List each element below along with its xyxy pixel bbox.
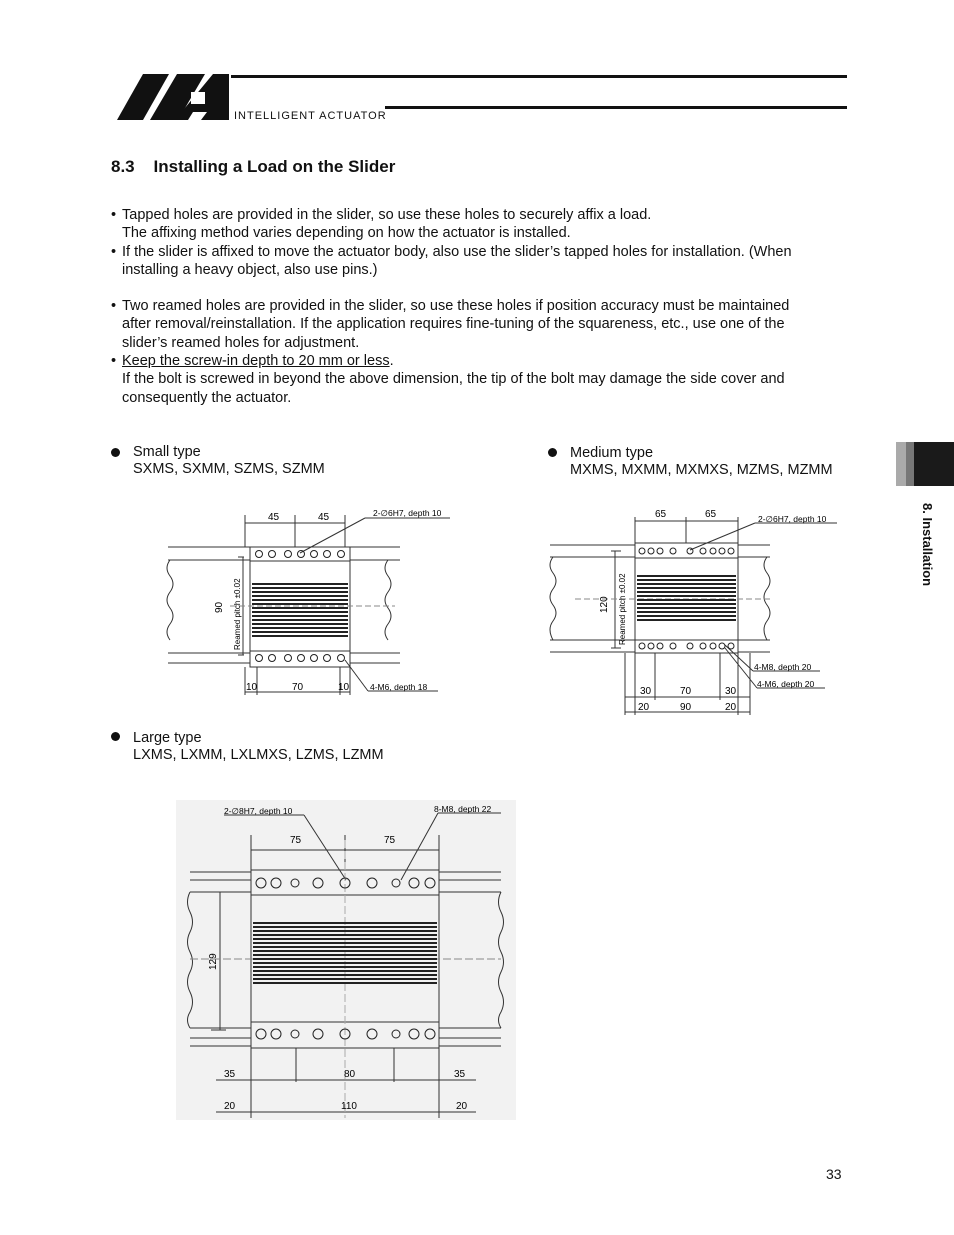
dim-label: 45	[268, 512, 280, 523]
logo-text: INTELLIGENT ACTUATOR	[234, 110, 387, 122]
dim-label: 10	[246, 682, 258, 693]
medium-type-drawing	[545, 505, 845, 717]
dim-label: 20	[224, 1101, 236, 1112]
screw-depth-warning: Keep the screw-in depth to 20 mm or less	[122, 353, 390, 370]
bullet-text: after removal/reinstallation. If the application requires fine-tuning of the squareness, etc., use one of the	[122, 316, 785, 333]
bullet-icon: •	[111, 243, 117, 260]
bullet-dot-icon	[548, 448, 557, 457]
dim-label: 75	[384, 835, 396, 846]
small-type-drawing	[160, 505, 460, 700]
dim-label: 120	[599, 596, 610, 613]
bullet-text: Two reamed holes are provided in the slider, so use these holes if position accuracy must be maintained	[122, 298, 790, 315]
dim-label: 75	[290, 835, 302, 846]
chapter-tab	[896, 442, 954, 486]
tapped-hole-callout: 8-M8, depth 22	[434, 804, 492, 814]
bullet-dot-icon	[111, 448, 120, 457]
dim-label: 65	[655, 509, 667, 520]
bullet-text: consequently the actuator.	[122, 389, 292, 406]
dim-label: 20	[456, 1101, 468, 1112]
page-number: 33	[826, 1166, 842, 1182]
dim-label: 129	[208, 953, 219, 970]
dim-label: 110	[341, 1101, 357, 1112]
bullet-icon: •	[111, 353, 117, 370]
logo	[115, 72, 850, 124]
dim-label: 35	[224, 1069, 236, 1080]
dim-label: 20	[725, 702, 737, 713]
bullet-text: installing a heavy object, also use pins.)	[122, 261, 378, 278]
dim-label: 30	[725, 686, 737, 697]
dim-label: 30	[640, 686, 652, 697]
medium-type-caption: Medium type MXMS, MXMM, MXMXS, MZMS, MZMM	[570, 445, 833, 478]
reamed-hole-callout: 2-∅6H7, depth 10	[758, 514, 827, 524]
dim-label: 65	[705, 509, 717, 520]
bullet-text: Tapped holes are provided in the slider, so use these holes to securely affix a load.	[122, 207, 652, 223]
pitch-label: Reamed pitch ±0.02	[618, 573, 627, 645]
reamed-hole-callout: 2-∅6H7, depth 10	[373, 508, 442, 518]
bullet-list: • Tapped holes are provided in the slider, so use these holes to securely affix a load. The affixing method varies depending on how the actuator is installed. • If the slider is affixed to move the actuator body, also use the slider’s tapped holes for installation. (When installing a heavy object, also use pins.) • Two reamed holes are provided in the slider, so use these holes if position accuracy must be maintained after removal/reinstallation. If the application requires fine-tuning of the squareness, etc., use one of the slider’s reamed holes for adjustment. • Keep the screw-in depth to 20 mm or less. If the bolt is screwed in beyond the above dimension, the tip of the bolt may damage the side cover and consequently the actuator.	[122, 206, 862, 407]
pitch-label: Reamed pitch ±0.02	[233, 578, 242, 650]
bullet-text: If the bolt is screwed in beyond the above dimension, the tip of the bolt may damage the side cover and	[122, 371, 785, 388]
dim-label: 80	[344, 1069, 356, 1080]
reamed-hole-callout: 2-∅8H7, depth 10	[224, 806, 293, 816]
bullet-dot-icon	[111, 732, 120, 741]
bullet-text: The affixing method varies depending on how the actuator is installed.	[122, 225, 571, 242]
tapped-hole-callout: 4-M6, depth 18	[370, 682, 428, 692]
tapped-hole-callout: 4-M6, depth 20	[757, 679, 815, 689]
bullet-icon: •	[111, 207, 117, 223]
bullet-text: If the slider is affixed to move the actuator body, also use the slider’s tapped holes for installation. (When	[122, 243, 792, 260]
dim-label: 70	[680, 686, 692, 697]
large-type-drawing	[176, 800, 516, 1120]
dim-label: 45	[318, 512, 330, 523]
chapter-label: 8. Installation	[920, 503, 935, 587]
dim-label: 90	[214, 601, 225, 613]
dim-label: 70	[292, 682, 304, 693]
bullet-icon: •	[111, 298, 117, 315]
small-type-caption: Small type SXMS, SXMM, SZMS, SZMM	[133, 444, 325, 477]
section-heading: 8.3 Installing a Load on the Slider	[111, 157, 396, 176]
dim-label: 20	[638, 702, 650, 713]
dim-label: 35	[454, 1069, 466, 1080]
large-type-caption: Large type LXMS, LXMM, LXLMXS, LZMS, LZMM	[133, 730, 384, 763]
bullet-text: slider’s reamed holes for adjustment.	[122, 334, 360, 351]
tapped-hole-callout: 4-M8, depth 20	[754, 662, 812, 672]
dim-label: 90	[680, 702, 692, 713]
dim-label: 10	[338, 682, 350, 693]
